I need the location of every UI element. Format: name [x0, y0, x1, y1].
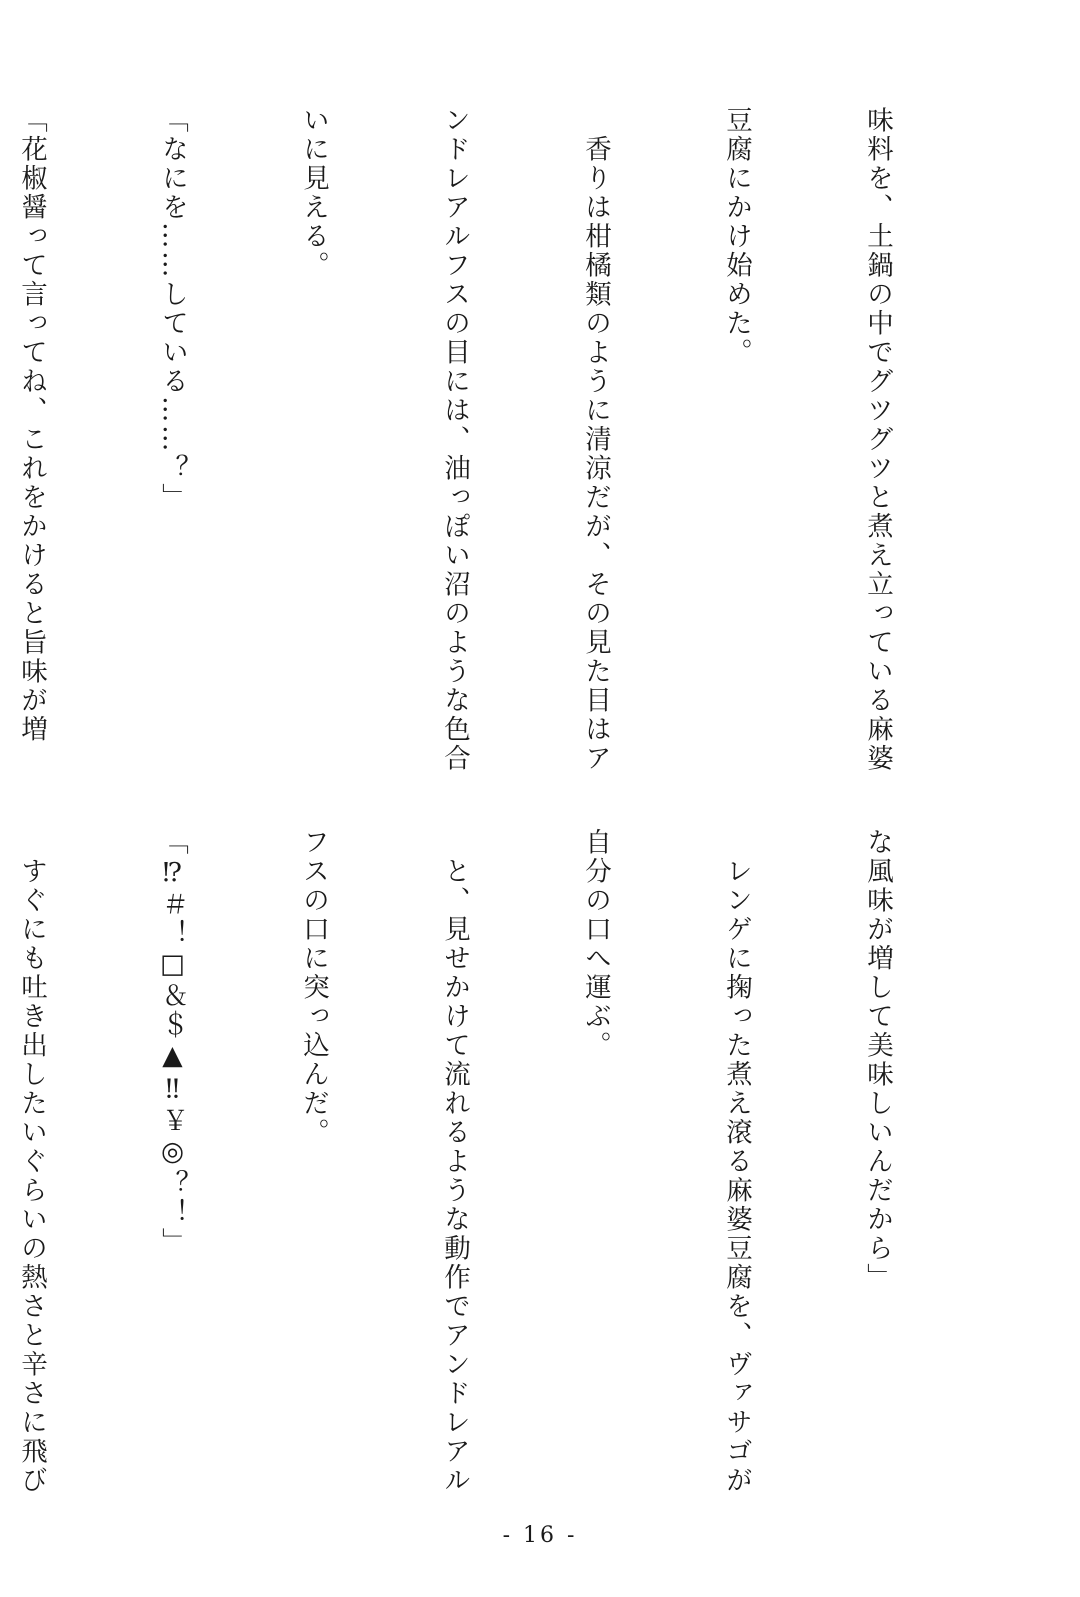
text-block-lower — [0, 828, 995, 1518]
text-line: 香りは柑橘類のように清涼だが、その見た目はア — [580, 106, 611, 773]
text-line: 「⁉＃！□＆＄▲‼￥◎？！」 — [157, 828, 188, 1257]
page-number: - 16 - — [502, 1523, 578, 1548]
text-line: すぐにも吐き出したいぐらいの熱さと辛さに飛び — [16, 828, 47, 1495]
text-line: フスの口に突っ込んだ。 — [298, 828, 329, 1147]
text-line: ンドレアルフスの目には、油っぽい沼のような色合 — [439, 106, 470, 773]
text-line: と、見せかけて流れるような動作でアンドレアル — [439, 828, 470, 1495]
text-block-upper — [0, 106, 995, 796]
text-line: レンゲに掬った煮え滾る麻婆豆腐を、ヴァサゴが — [721, 828, 752, 1495]
text-line: 自分の口へ運ぶ。 — [580, 828, 611, 1060]
text-line: 「なにを……している……？」 — [157, 106, 188, 512]
text-line: 味料を、土鍋の中でグツグツと煮え立っている麻婆 — [862, 106, 893, 773]
text-line: な風味が増して美味しいんだから」 — [862, 828, 893, 1292]
text-line: いに見える。 — [298, 106, 329, 280]
text-line: 豆腐にかけ始めた。 — [721, 106, 752, 367]
text-line: 「花椒醤って言ってね、これをかけると旨味が増 — [16, 106, 47, 744]
